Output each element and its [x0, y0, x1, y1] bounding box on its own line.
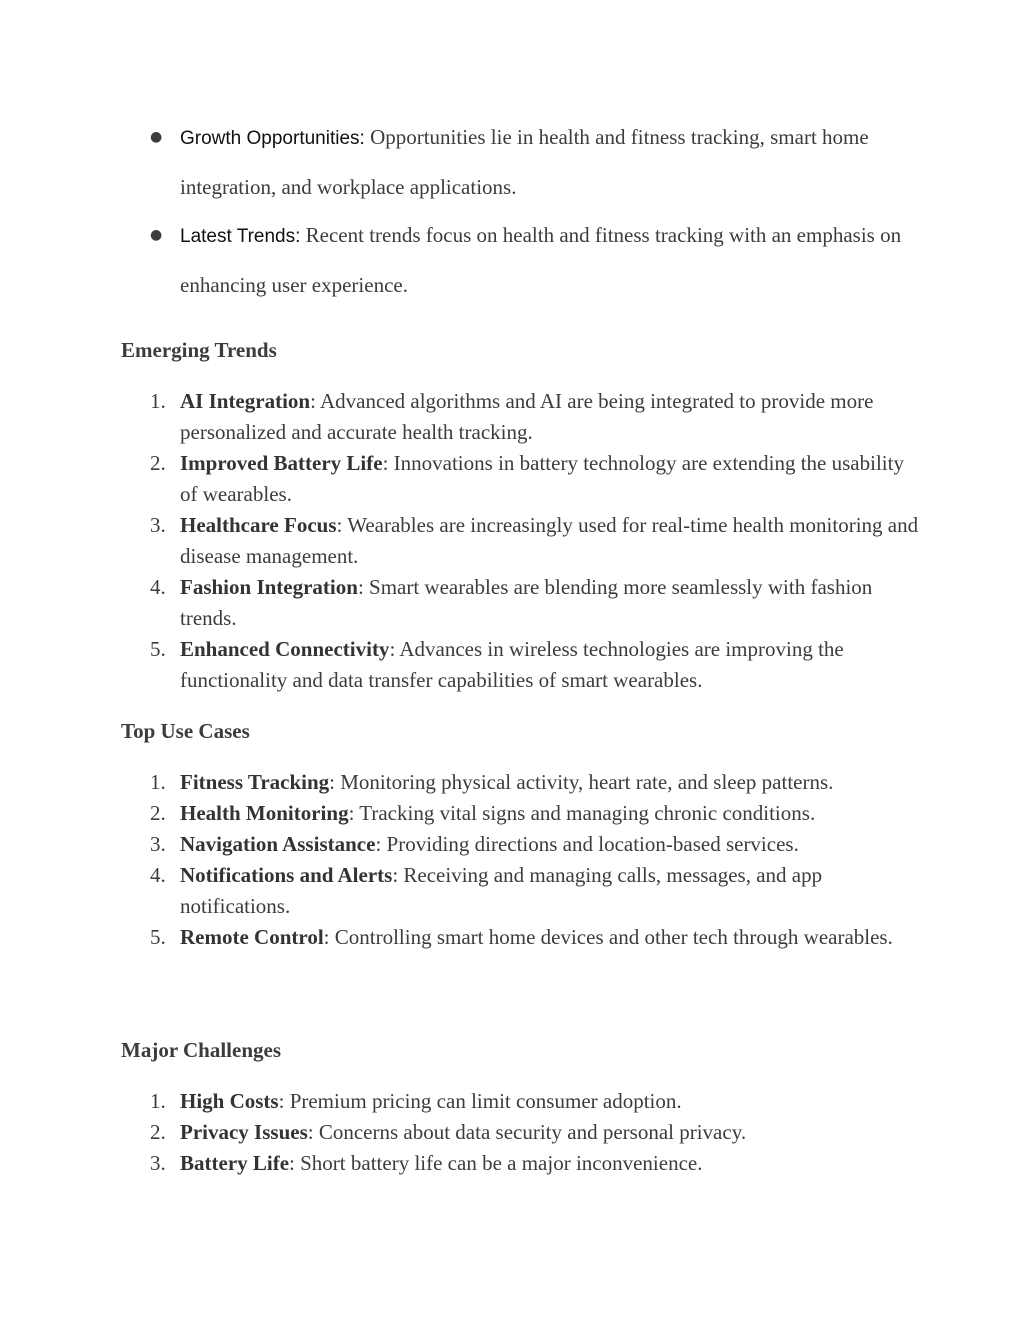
bullet-item-latest-trends: [120, 211, 920, 309]
list-text: : Controlling smart home devices and other tech through wearables.: [323, 925, 893, 949]
bullet-lead: Latest Trends:: [180, 226, 301, 247]
list-number: 2.: [150, 1120, 166, 1144]
list-number: 2.: [150, 451, 166, 475]
list-term: Remote Control: [180, 925, 324, 949]
list-number: 1.: [150, 770, 166, 794]
list-item: [120, 1117, 920, 1148]
list-item: [120, 510, 920, 572]
list-item: [120, 860, 920, 922]
list-number: 5.: [150, 637, 166, 661]
major-challenges-list: [120, 1086, 920, 1179]
list-number: 1.: [150, 389, 166, 413]
list-term: Enhanced Connectivity: [180, 637, 390, 661]
list-item: [120, 448, 920, 510]
list-number: 3.: [150, 513, 166, 537]
emerging-trends-list: [120, 386, 920, 696]
list-term: Navigation Assistance: [180, 832, 376, 856]
list-item: [120, 1148, 920, 1179]
bullet-lead: Growth Opportunities:: [180, 128, 365, 149]
list-text: : Premium pricing can limit consumer adoption.: [278, 1089, 682, 1113]
list-text: : Wearables are increasingly used for real-time health monitoring and disease management.: [180, 513, 919, 568]
list-term: Privacy Issues: [180, 1120, 308, 1144]
bullet-text: Opportunities lie in health and fitness tracking, smart home integration, and workplace applications.: [180, 125, 869, 199]
bullet-dot-icon: ●: [150, 129, 163, 145]
list-text: : Monitoring physical activity, heart rate, and sleep patterns.: [329, 770, 834, 794]
list-item: [120, 572, 920, 634]
list-number: 3.: [150, 832, 166, 856]
list-term: Fitness Tracking: [180, 770, 330, 794]
list-term: Fashion Integration: [180, 575, 358, 599]
list-item: [120, 1086, 920, 1117]
section-heading-top-use-cases: Top Use Cases: [121, 719, 250, 743]
section-heading-major-challenges: Major Challenges: [121, 1038, 282, 1062]
list-text: : Smart wearables are blending more seamlessly with fashion trends.: [180, 575, 873, 630]
section-heading-emerging-trends: Emerging Trends: [121, 338, 277, 362]
list-number: 4.: [150, 575, 166, 599]
list-text: : Advanced algorithms and AI are being integrated to provide more personalized and accurate health tracking.: [180, 389, 874, 444]
list-term: High Costs: [180, 1089, 279, 1113]
bullet-dot-icon: ●: [150, 227, 163, 243]
list-text: : Concerns about data security and personal privacy.: [307, 1120, 747, 1144]
list-number: 5.: [150, 925, 166, 949]
list-number: 3.: [150, 1151, 166, 1175]
list-term: Health Monitoring: [180, 801, 349, 825]
list-item: [120, 922, 920, 953]
list-item: [120, 386, 920, 448]
list-text: : Innovations in battery technology are extending the usability of wearables.: [180, 451, 904, 506]
list-term: Notifications and Alerts: [180, 863, 393, 887]
list-number: 4.: [150, 863, 166, 887]
list-text: : Tracking vital signs and managing chronic conditions.: [348, 801, 816, 825]
list-term: Improved Battery Life: [180, 451, 383, 475]
list-item: [120, 829, 920, 860]
list-item: [120, 798, 920, 829]
list-text: : Short battery life can be a major inconvenience.: [289, 1151, 703, 1175]
list-item: [120, 767, 920, 798]
summary-bullet-list: [120, 113, 920, 309]
top-use-cases-list: [120, 767, 920, 953]
list-number: 2.: [150, 801, 166, 825]
bullet-item-growth-opportunities: [120, 113, 920, 211]
list-number: 1.: [150, 1089, 166, 1113]
list-text: : Advances in wireless technologies are improving the functionality and data transfer capabilities of smart wearables.: [180, 637, 844, 692]
list-item: [120, 634, 920, 696]
list-text: : Receiving and managing calls, messages, and app notifications.: [180, 863, 823, 918]
list-text: : Providing directions and location-based services.: [375, 832, 799, 856]
bullet-text: Recent trends focus on health and fitness tracking with an emphasis on enhancing user experience.: [180, 223, 902, 297]
list-term: AI Integration: [180, 389, 311, 413]
list-term: Healthcare Focus: [180, 513, 337, 537]
list-term: Battery Life: [180, 1151, 290, 1175]
